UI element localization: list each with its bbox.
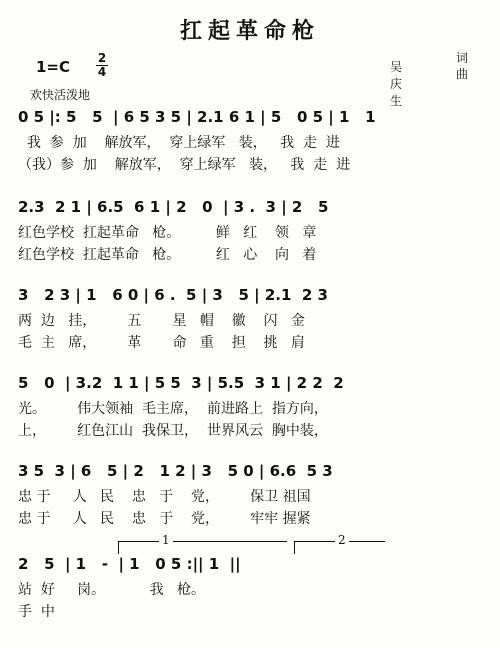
- lyrics-verse-1: 我 参 加 解放军， 穿上绿军 装， 我 走 进: [18, 135, 340, 151]
- notes-line: 0 5 |: 5 5 | 6 5 3 5 | 2.1 6 1 | 5 0 5 | 1 1: [18, 108, 376, 126]
- role-lyrics: 词: [456, 51, 469, 65]
- lyrics-verse-2: 上， 红色江山 我保卫， 世界风云 胸中装，: [18, 423, 328, 439]
- volta-second-label: 2: [335, 533, 349, 547]
- lyrics-verse-1: 光。 伟大领袖 毛主席， 前进路上 指方向，: [18, 401, 328, 417]
- credit-roles: [456, 50, 468, 82]
- lyrics-verse-2: 毛 主 席， 革 命 重 担 挑 肩: [18, 335, 305, 351]
- notes-line: 2.3 2 1 | 6.5 6 1 | 2 0 | 3 . 3 | 2 5: [18, 198, 329, 216]
- lyrics-verse-1: 红色学校 扛起革命 枪。 鲜 红 领 章: [18, 225, 317, 241]
- lyrics-verse-2: 忠 于 人 民 忠 于 党， 牢牢 握紧: [18, 511, 311, 527]
- time-top: 2: [97, 51, 107, 65]
- notes-line: 2 5 | 1 - | 1 0 5 :|| 1 ||: [18, 555, 241, 573]
- system-2: [0, 198, 500, 280]
- system-5: [0, 462, 500, 544]
- time-bottom: 4: [97, 65, 107, 79]
- notes-line: 3 2 3 | 1 6 0 | 6 . 5 | 3 5 | 2.1 2 3: [18, 286, 328, 304]
- notes-line: 5 0 | 3.2 1 1 | 5 5 3 | 5.5 3 1 | 2 2 2: [18, 374, 344, 392]
- system-6: [0, 533, 500, 637]
- lyrics-verse-2: 红色学校 扛起革命 枪。 红 心 向 着: [18, 247, 317, 263]
- notes-line: 3 5 3 | 6 5 | 2 1 2 | 3 5 0 | 6.6 5 3: [18, 462, 333, 480]
- song-title: 扛起革命枪: [179, 18, 320, 44]
- time-signature: [96, 53, 108, 78]
- lyrics-verse-2: 手 中: [18, 604, 55, 620]
- lyrics-verse-1: 站 好 岗。 我 枪。: [18, 582, 206, 598]
- tempo-marking: 欢快活泼地: [30, 88, 91, 102]
- lyrics-verse-1: 忠 于 人 民 忠 于 党， 保卫 祖国: [18, 489, 311, 505]
- lyrics-verse-1: 两 边 挂， 五 星 帽 徽 闪 金: [18, 313, 305, 329]
- system-4: [0, 374, 500, 456]
- key-signature: 1=C: [36, 58, 71, 76]
- volta-first-label: 1: [159, 533, 173, 547]
- volta-first: [118, 533, 287, 554]
- volta-second: [294, 533, 385, 554]
- author-name: 吴庆生: [390, 60, 403, 108]
- system-3: [0, 286, 500, 368]
- lyrics-verse-2: （我）参 加 解放军， 穿上绿军 装， 我 走 进: [18, 157, 351, 173]
- system-1: [0, 108, 500, 190]
- role-music: 曲: [456, 67, 469, 81]
